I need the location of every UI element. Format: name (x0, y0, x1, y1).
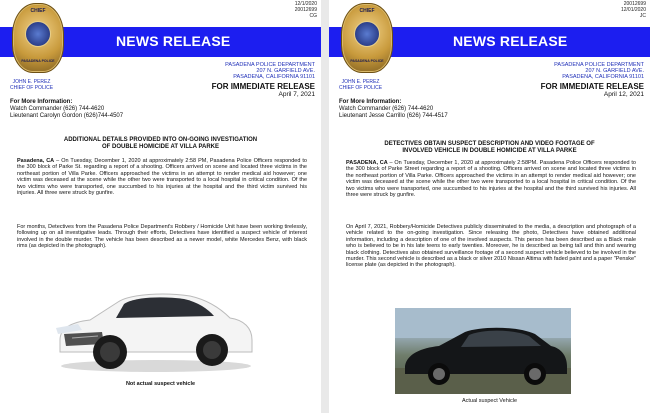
photo-caption: Actual suspect Vehicle (461, 398, 518, 404)
photo-caption: Not actual suspect vehicle (125, 381, 196, 387)
headline: ADDITIONAL DETAILS PROVIDED INTO ON-GOING INVESTIGATION OF DOUBLE HOMICIDE AT VILLA PARKE (63, 137, 258, 150)
banner-title: NEWS RELEASE (453, 33, 568, 49)
news-release-left (0, 0, 321, 413)
black-nissan-photo (395, 308, 571, 394)
badge-seal-icon (354, 21, 380, 47)
badge-seal-icon (25, 21, 51, 47)
case-code-block: 12/1/2020 20012699 CG (294, 1, 317, 19)
contact-info: For More Information: Watch Commander (626) 744-4620 Lieutenant Jesse Carrillo (626) 744-4517 (339, 99, 448, 119)
case-code-block: 20012699 12/01/2020 JC (620, 1, 646, 19)
department-address: PASADENA POLICE DEPARTMENT 207 N. GARFIELD AVE. PASADENA, CALIFORNIA 91101 (225, 62, 315, 80)
contact-info: For More Information: Watch Commander (626) 744-4620 Lieutenant Carolyn Gordon (626)744-4507 (10, 99, 124, 119)
release-date: April 7, 2021 (278, 91, 315, 98)
body-paragraph-1: Pasadena, CA – On Tuesday, December 1, 2020 at approximately 2:58 PM, Pasadena Police Officers responded to the 300 block of Parke St. regarding a report of a shooting. Officers arrived on scene and located three victims in the northeast portion of Villa Parke. Officers approached the victims in an attempt to render medical aid however; one victim was deceased at the scene while the other two were transported to a local hospital in critical condition. Of the two victims who were transported, one succumbed to his injuries at the hospital and the third victim survived his injuries. All three were struck by gunfire. (17, 158, 307, 197)
headline: DETECTIVES OBTAIN SUSPECT DESCRIPTION AND VIDEO FOOTAGE OF INVOLVED VEHICLE IN DOUBLE HOMICIDE AT VILLA PARKE (384, 141, 595, 154)
release-date: April 12, 2021 (603, 91, 644, 98)
department-address: PASADENA POLICE DEPARTMENT 207 N. GARFIELD AVE. PASADENA, CALIFORNIA 91101 (554, 62, 644, 80)
chief-signature: JOHN E. PEREZ CHIEF OF POLICE (339, 79, 383, 91)
police-badge-logo: CHIEF PASADENA POLICE (12, 3, 64, 73)
banner-title: NEWS RELEASE (116, 33, 231, 49)
body-paragraph-2: For months, Detectives from the Pasadena Police Department's Robbery / Homicide Unit have been working tirelessly, following up on all investigative leads. Through their efforts, Detectives have identified a suspect vehicle of interest involved in the double murder. The vehicle has been described as a newer model, white Mercedes Benz, with black rims (as depicted in the photograph). (17, 224, 307, 250)
body-paragraph-2: On April 7, 2021, Robbery/Homicide Detectives publicly disseminated to the media, a description and photograph of a vehicle related to the on-going investigation. Since releasing the photo, Detectives have obtained additional information, including a description of one of the involved suspects. This person has been described as a Black male who is believed to be in his late teens to early twenties. Moreover, he is described as being tall and thin and wearing black clothing. Detectives also obtained surveillance footage of a second suspect vehicle believed to be involved in the murder. This second vehicle is described as a black or silver 2010 Nissan Altima with faded paint and a paper "Penske" license plate (as depicted in the photograph). (346, 224, 636, 269)
chief-signature: JOHN E. PEREZ CHIEF OF POLICE (10, 79, 54, 91)
body-paragraph-1: PASADENA, CA – On Tuesday, December 1, 2020 at approximately 2:58PM. Pasadena Police Officers responded to the 300 block of Parke Street regarding a report of a shooting. Officers arrived on scene and located three victims in the northeast portion of Villa Parke. Officers approached the victims in an attempt to render medical aid however; one victim was deceased at the scene while the other two were transported to a local hospital in critical condition. Of the two victims who were transported, one succumbed to his injuries at the hospital and the third survived his injuries. All three were struck by gunfire. (346, 160, 636, 199)
immediate-release-label: FOR IMMEDIATE RELEASE (211, 82, 315, 91)
news-release-right (329, 0, 650, 413)
immediate-release-label: FOR IMMEDIATE RELEASE (540, 82, 644, 91)
white-mercedes-photo (52, 278, 257, 374)
police-badge-logo: CHIEF PASADENA POLICE (341, 3, 393, 73)
